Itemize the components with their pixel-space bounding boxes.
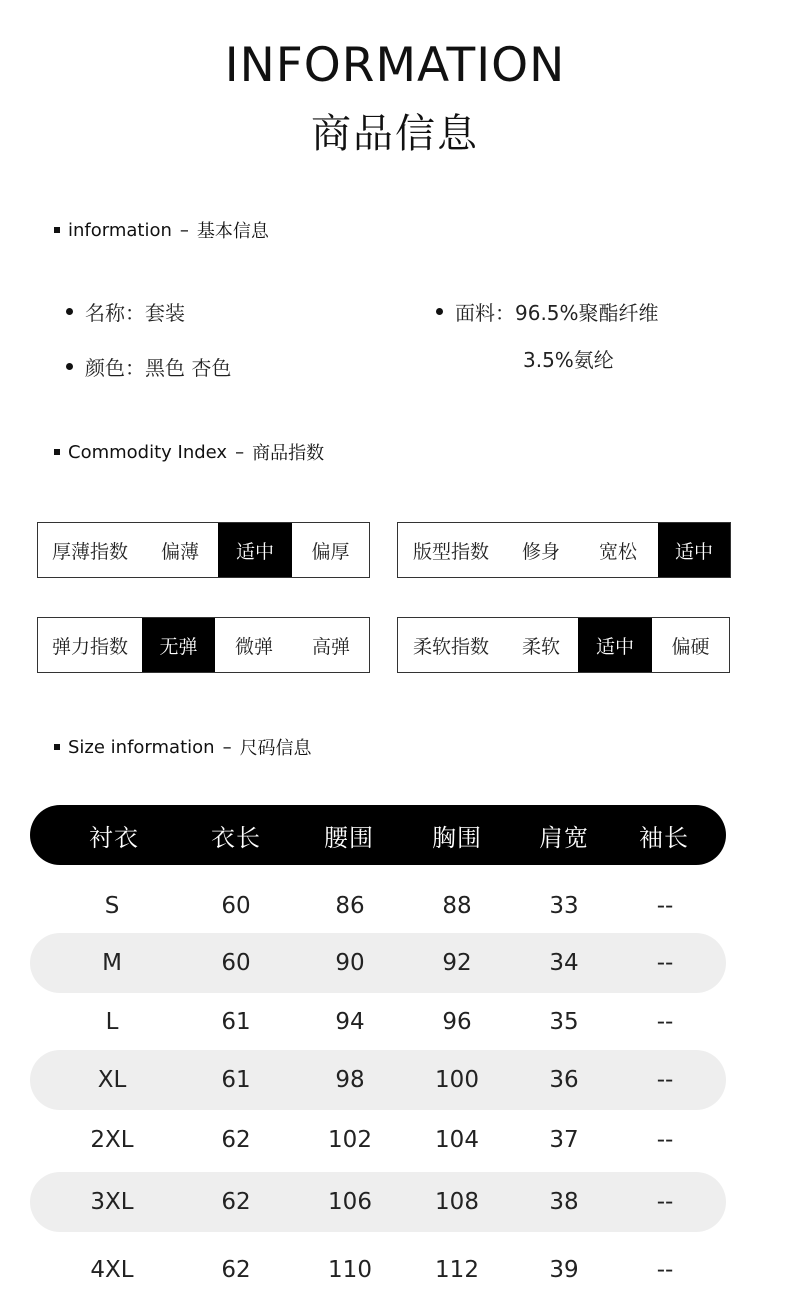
table-cell: 108 — [435, 1189, 479, 1215]
index-option-selected: 适中 — [218, 523, 292, 577]
table-cell: 112 — [435, 1257, 479, 1283]
section-separator: – — [235, 441, 245, 463]
table-cell: 106 — [328, 1189, 372, 1215]
section-label-cn: 尺码信息 — [239, 738, 312, 759]
table-cell: 38 — [549, 1189, 579, 1215]
index-option-selected: 无弹 — [142, 618, 215, 672]
table-cell: 94 — [335, 1009, 365, 1035]
index-label: 弹力指数 — [51, 635, 128, 658]
table-cell: 37 — [549, 1127, 579, 1153]
section-label: Size information — [68, 736, 215, 758]
square-bullet-icon — [54, 227, 60, 233]
table-row — [30, 876, 726, 936]
index-option: 修身 — [521, 540, 560, 563]
index-label: 柔软指数 — [412, 635, 489, 658]
table-cell: 61 — [221, 1009, 251, 1035]
table-cell: 34 — [549, 950, 579, 976]
info-color — [66, 352, 231, 381]
table-cell: 60 — [221, 950, 251, 976]
header-cell: 袖长 — [639, 823, 689, 852]
table-cell: 86 — [335, 893, 365, 919]
table-cell: 88 — [442, 893, 472, 919]
section-label: Commodity Index — [68, 441, 228, 463]
info-color-text: 颜色：黑色 杏色 — [85, 356, 232, 380]
table-cell: 3XL — [90, 1189, 134, 1215]
header-cell: 腰围 — [324, 823, 374, 852]
page-title-en: INFORMATION — [224, 38, 566, 93]
table-cell: -- — [656, 1257, 674, 1283]
section-heading-commodity-index — [54, 439, 324, 465]
dot-bullet-icon — [66, 308, 73, 315]
table-cell: 33 — [549, 893, 579, 919]
table-cell: 61 — [221, 1067, 251, 1093]
index-softness — [397, 617, 730, 673]
index-option-selected: 适中 — [658, 523, 730, 577]
page-title-cn: 商品信息 — [311, 111, 479, 157]
dot-bullet-icon — [436, 308, 443, 315]
dot-bullet-icon — [66, 363, 73, 370]
index-option: 偏厚 — [311, 540, 350, 563]
index-label: 厚薄指数 — [51, 540, 128, 563]
index-option: 偏薄 — [160, 540, 199, 563]
section-separator: – — [179, 219, 189, 241]
index-option: 高弹 — [311, 635, 350, 658]
info-fabric-text: 面料：96.5%聚酯纤维 — [455, 301, 659, 325]
index-option: 宽松 — [598, 540, 637, 563]
table-row — [30, 992, 726, 1052]
table-cell: 92 — [442, 950, 472, 976]
section-heading-basic-info — [54, 217, 269, 243]
table-cell: 102 — [328, 1127, 372, 1153]
table-cell: M — [102, 950, 122, 976]
index-option-selected: 适中 — [578, 618, 652, 672]
header-cell: 肩宽 — [539, 823, 589, 852]
table-cell: -- — [656, 1009, 674, 1035]
table-cell: 104 — [435, 1127, 479, 1153]
index-option: 偏硬 — [671, 635, 710, 658]
table-row — [30, 1110, 726, 1170]
square-bullet-icon — [54, 449, 60, 455]
table-cell: 62 — [221, 1257, 251, 1283]
header-cell: 衬衣 — [89, 823, 139, 852]
section-separator: – — [222, 736, 232, 758]
table-cell: 62 — [221, 1127, 251, 1153]
table-cell: -- — [656, 1127, 674, 1153]
table-cell: 100 — [435, 1067, 479, 1093]
table-cell: XL — [97, 1067, 127, 1093]
table-cell: 4XL — [90, 1257, 134, 1283]
index-option: 微弹 — [234, 635, 273, 658]
table-cell: S — [104, 893, 120, 919]
table-cell: 36 — [549, 1067, 579, 1093]
section-label-cn: 基本信息 — [196, 221, 269, 242]
table-row — [30, 1240, 726, 1300]
table-cell: 90 — [335, 950, 365, 976]
table-cell: -- — [656, 1189, 674, 1215]
table-cell: -- — [656, 1067, 674, 1093]
table-row — [30, 1172, 726, 1232]
section-heading-size-info — [54, 734, 312, 760]
table-row — [30, 1050, 726, 1110]
table-cell: -- — [656, 893, 674, 919]
info-name-text: 名称：套装 — [85, 301, 185, 325]
index-thickness — [37, 522, 370, 578]
table-cell: 98 — [335, 1067, 365, 1093]
index-option: 柔软 — [521, 635, 560, 658]
info-name — [66, 297, 185, 326]
table-cell: 110 — [328, 1257, 372, 1283]
size-table-header — [30, 805, 726, 865]
table-row — [30, 933, 726, 993]
table-cell: 62 — [221, 1189, 251, 1215]
table-cell: -- — [656, 950, 674, 976]
header-cell: 衣长 — [211, 823, 261, 852]
section-label: information — [68, 219, 172, 241]
table-cell: 2XL — [90, 1127, 134, 1153]
table-cell: 60 — [221, 893, 251, 919]
square-bullet-icon — [54, 744, 60, 750]
table-cell: 96 — [442, 1009, 472, 1035]
table-cell: 39 — [549, 1257, 579, 1283]
index-elasticity — [37, 617, 370, 673]
index-fit — [397, 522, 731, 578]
info-fabric-line2: 3.5%氨纶 — [523, 348, 614, 372]
info-fabric — [436, 297, 659, 326]
table-cell: 35 — [549, 1009, 579, 1035]
index-label: 版型指数 — [412, 540, 489, 563]
header-cell: 胸围 — [432, 823, 482, 852]
section-label-cn: 商品指数 — [252, 443, 325, 464]
table-cell: L — [105, 1009, 119, 1035]
